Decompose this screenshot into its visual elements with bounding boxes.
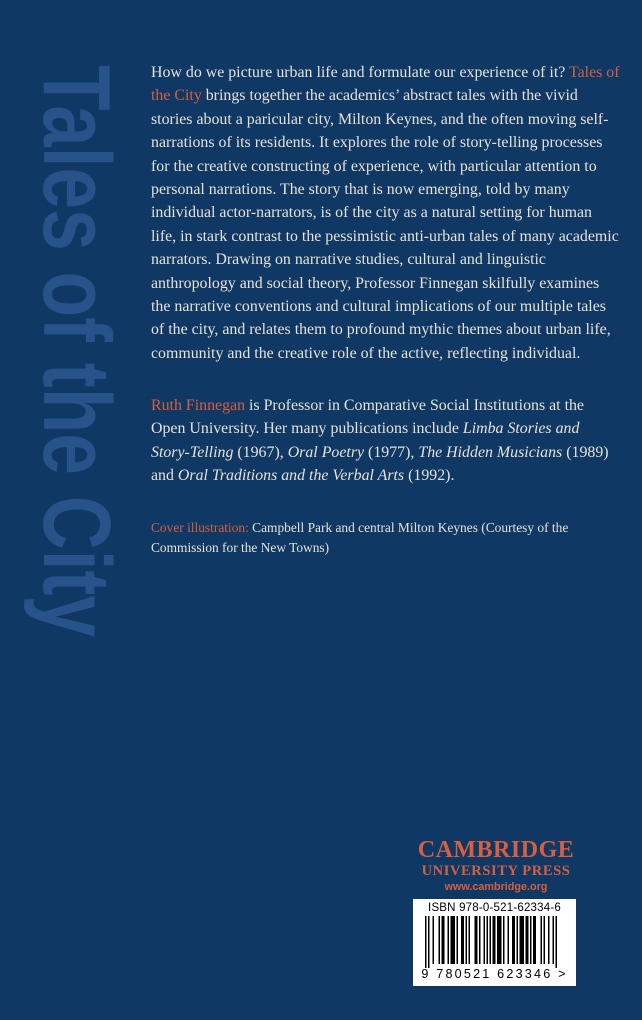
- bio-text: (1989) and: [151, 443, 609, 485]
- barcode-bar: [448, 916, 450, 964]
- description-blurb: [151, 61, 621, 365]
- isbn-barcode: [413, 899, 576, 986]
- book-title: Limba Stories and Story-Telling: [151, 420, 580, 461]
- author-bio: [151, 394, 621, 488]
- publisher-url: www.cambridge.org: [444, 881, 548, 893]
- barcode-bar: [517, 916, 519, 964]
- barcode-bar: [548, 916, 550, 964]
- barcode-bar: [479, 916, 481, 964]
- barcode-bar: [530, 916, 532, 964]
- bio-text: is Professor in Comparative Social Institutions at the Open University. Her many publications include: [151, 397, 584, 438]
- barcode-digits: 9 780521 623346 >: [421, 967, 568, 981]
- barcode-bar: [541, 916, 543, 964]
- publisher-name: CAMBRIDGE: [417, 837, 575, 863]
- barcode-bar: [466, 916, 468, 964]
- book-title: Oral Poetry: [287, 443, 365, 461]
- barcode-bars: [421, 916, 568, 968]
- publisher-logo: [412, 838, 580, 894]
- barcode-bar: [469, 916, 471, 964]
- barcode-bar: [556, 916, 558, 968]
- book-title: The Hidden Musicians: [418, 443, 563, 461]
- barcode-bar: [493, 916, 496, 964]
- barcode-bar: [508, 916, 510, 964]
- blurb-body: brings together the academics’ abstract tales with the vivid stories about a paricular city, Milton Keynes, and the often moving self-narrations of its residents. It explores the role of story-telling processes for the creative constructing of experience, with particular attention to personal narrations. The story that is now emerging, told by many individual actor-narrators, is of the city as a natural setting for human life, in stark contrast to the pessimistic anti-urban tales of many academic narrators. Drawing on narrative studies, cultural and linguistic anthropology and social theory, Professor Finnegan skilfully examines the narrative conventions and cultural implications of our multiple tales of the city, and relates them to profound mythic themes about urban life, community and the creative role of the active, reflecting individual.: [151, 87, 619, 362]
- barcode-bar: [461, 916, 464, 964]
- barcode-bar: [439, 916, 441, 964]
- cover-credit-text: Campbell Park and central Milton Keynes (Courtesy of the Commission for the New Towns): [151, 520, 569, 555]
- isbn-label: ISBN 978-0-521-62334-6: [428, 902, 561, 914]
- barcode-bar: [526, 916, 529, 964]
- barcode-bar: [553, 916, 555, 964]
- vertical-title: [23, 65, 130, 800]
- barcode-bar: [503, 916, 505, 964]
- publisher-press: UNIVERSITY PRESS: [421, 863, 571, 879]
- barcode-bar: [425, 916, 427, 968]
- barcode-bar: [475, 916, 478, 964]
- vertical-title-text: Tales of the City: [23, 65, 130, 800]
- barcode-bar: [442, 916, 445, 964]
- book-title: Oral Traditions and the Verbal Arts: [177, 467, 405, 485]
- barcode-bar: [457, 916, 459, 964]
- blurb-intro: How do we picture urban life and formulate our experience of it?: [151, 64, 569, 81]
- barcode-bar: [497, 916, 502, 964]
- barcode-bar: [484, 916, 486, 964]
- barcode-bar: [512, 916, 515, 964]
- cover-credit: [151, 518, 631, 558]
- barcode-bar: [533, 916, 536, 964]
- bio-text: (1977),: [364, 443, 419, 461]
- barcode-bar: [428, 916, 430, 968]
- bio-text: (1967),: [233, 443, 288, 461]
- bio-text: (1992).: [404, 467, 455, 485]
- barcode-bar: [520, 916, 525, 964]
- cover-credit-label: Cover illustration:: [151, 520, 249, 535]
- barcode-bar: [490, 916, 492, 964]
- barcode-bar: [544, 916, 546, 964]
- barcode-bar: [487, 916, 489, 964]
- barcode-bar: [433, 916, 435, 964]
- barcode-bar: [451, 916, 456, 964]
- blurb-book-title: Tales of the City: [151, 64, 620, 105]
- author-name: Ruth Finnegan: [151, 397, 246, 414]
